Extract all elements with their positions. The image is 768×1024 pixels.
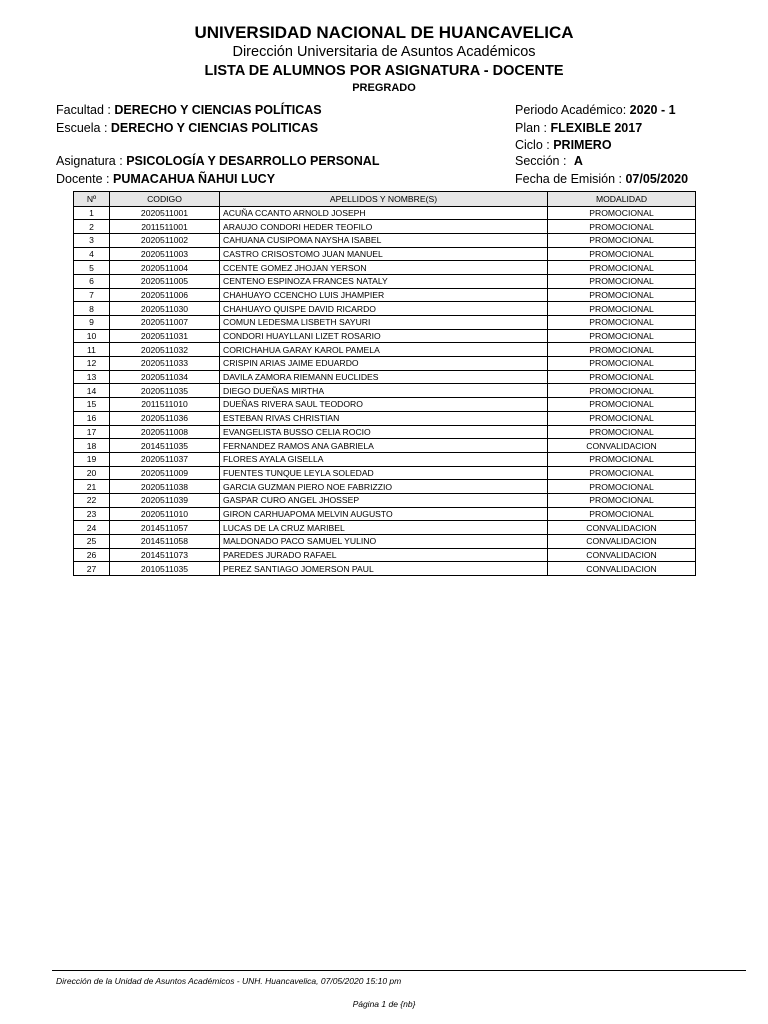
row-modality: PROMOCIONAL [548, 329, 696, 343]
row-code: 2020511002 [110, 233, 220, 247]
row-student-name: FLORES AYALA GISELLA [220, 452, 548, 466]
row-number: 20 [74, 466, 110, 480]
row-number: 24 [74, 521, 110, 535]
table-row [74, 452, 696, 466]
ciclo-value: PRIMERO [553, 138, 612, 152]
row-modality: PROMOCIONAL [548, 302, 696, 316]
row-number: 15 [74, 398, 110, 412]
row-modality: PROMOCIONAL [548, 233, 696, 247]
row-student-name: DAVILA ZAMORA RIEMANN EUCLIDES [220, 370, 548, 384]
row-modality: PROMOCIONAL [548, 370, 696, 384]
row-student-name: COMUN LEDESMA LISBETH SAYURI [220, 316, 548, 330]
table-row [74, 398, 696, 412]
level-label: PREGRADO [352, 82, 416, 94]
table-row [74, 384, 696, 398]
footer-divider [52, 970, 746, 971]
header-code: CODIGO [110, 192, 220, 207]
row-modality: CONVALIDACION [548, 439, 696, 453]
table-row [74, 247, 696, 261]
row-code: 2020511001 [110, 206, 220, 220]
row-modality: PROMOCIONAL [548, 274, 696, 288]
university-name: UNIVERSIDAD NACIONAL DE HUANCAVELICA [194, 23, 574, 42]
table-row [74, 357, 696, 371]
table-row [74, 302, 696, 316]
row-modality: PROMOCIONAL [548, 425, 696, 439]
periodo-line [515, 102, 676, 119]
row-student-name: FUENTES TUNQUE LEYLA SOLEDAD [220, 466, 548, 480]
row-modality: CONVALIDACION [548, 562, 696, 576]
row-code: 2014511035 [110, 439, 220, 453]
row-modality: PROMOCIONAL [548, 220, 696, 234]
table-row [74, 329, 696, 343]
seccion-label: Sección : [515, 154, 567, 168]
row-code: 2020511003 [110, 247, 220, 261]
student-table [73, 191, 696, 576]
row-code: 2020511005 [110, 274, 220, 288]
row-modality: PROMOCIONAL [548, 343, 696, 357]
fecha-value: 07/05/2020 [625, 172, 689, 186]
row-modality: PROMOCIONAL [548, 384, 696, 398]
table-body [74, 206, 696, 576]
row-modality: PROMOCIONAL [548, 247, 696, 261]
row-student-name: GARCIA GUZMAN PIERO NOE FABRIZZIO [220, 480, 548, 494]
docente-line [56, 171, 275, 188]
table-row [74, 343, 696, 357]
periodo-label: Periodo Académico: [515, 103, 627, 117]
row-modality: CONVALIDACION [548, 535, 696, 549]
table-row [74, 439, 696, 453]
row-code: 2020511035 [110, 384, 220, 398]
row-modality: PROMOCIONAL [548, 480, 696, 494]
row-number: 19 [74, 452, 110, 466]
table-row [74, 535, 696, 549]
table-row [74, 493, 696, 507]
ciclo-line [515, 137, 612, 154]
row-student-name: ESTEBAN RIVAS CHRISTIAN [220, 411, 548, 425]
row-modality: PROMOCIONAL [548, 507, 696, 521]
row-student-name: CCENTE GOMEZ JHOJAN YERSON [220, 261, 548, 275]
row-number: 26 [74, 548, 110, 562]
plan-line [515, 120, 642, 137]
row-number: 25 [74, 535, 110, 549]
row-number: 23 [74, 507, 110, 521]
fecha-line [515, 171, 688, 188]
row-code: 2020511007 [110, 316, 220, 330]
row-code: 2010511035 [110, 562, 220, 576]
table-row [74, 261, 696, 275]
row-code: 2014511073 [110, 548, 220, 562]
row-number: 14 [74, 384, 110, 398]
row-number: 9 [74, 316, 110, 330]
row-code: 2020511038 [110, 480, 220, 494]
row-code: 2020511030 [110, 302, 220, 316]
row-code: 2020511006 [110, 288, 220, 302]
row-student-name: GASPAR CURO ANGEL JHOSSEP [220, 493, 548, 507]
row-student-name: CONDORI HUAYLLANI LIZET ROSARIO [220, 329, 548, 343]
row-modality: PROMOCIONAL [548, 357, 696, 371]
row-code: 2020511009 [110, 466, 220, 480]
seccion-value: A [573, 154, 583, 168]
row-student-name: LUCAS DE LA CRUZ MARIBEL [220, 521, 548, 535]
header-number: Nº [74, 192, 110, 207]
row-number: 17 [74, 425, 110, 439]
row-code: 2020511034 [110, 370, 220, 384]
docente-label: Docente : [56, 172, 110, 186]
facultad-value: DERECHO Y CIENCIAS POLÍTICAS [114, 103, 322, 117]
row-student-name: CENTENO ESPINOZA FRANCES NATALY [220, 274, 548, 288]
row-number: 27 [74, 562, 110, 576]
row-number: 10 [74, 329, 110, 343]
seccion-line [515, 153, 583, 170]
row-code: 2020511031 [110, 329, 220, 343]
row-code: 2020511033 [110, 357, 220, 371]
row-number: 11 [74, 343, 110, 357]
direction-name: Dirección Universitaria de Asuntos Académicos [232, 44, 536, 60]
row-student-name: PEREZ SANTIAGO JOMERSON PAUL [220, 562, 548, 576]
table-row [74, 206, 696, 220]
row-code: 2011511010 [110, 398, 220, 412]
table-row [74, 220, 696, 234]
row-modality: PROMOCIONAL [548, 452, 696, 466]
asignatura-line [56, 153, 379, 170]
row-student-name: GIRON CARHUAPOMA MELVIN AUGUSTO [220, 507, 548, 521]
row-code: 2020511032 [110, 343, 220, 357]
row-student-name: CRISPIN ARIAS JAIME EDUARDO [220, 357, 548, 371]
header-modality: MODALIDAD [548, 192, 696, 207]
document-header [0, 22, 768, 95]
escuela-line [56, 120, 318, 137]
table-row [74, 548, 696, 562]
row-code: 2011511001 [110, 220, 220, 234]
row-student-name: CAHUANA CUSIPOMA NAYSHA ISABEL [220, 233, 548, 247]
row-student-name: ARAUJO CONDORI HEDER TEOFILO [220, 220, 548, 234]
facultad-label: Facultad : [56, 103, 111, 117]
row-modality: PROMOCIONAL [548, 261, 696, 275]
row-code: 2014511058 [110, 535, 220, 549]
row-modality: PROMOCIONAL [548, 411, 696, 425]
header-name: APELLIDOS Y NOMBRE(S) [220, 192, 548, 207]
asignatura-label: Asignatura : [56, 154, 123, 168]
row-number: 22 [74, 493, 110, 507]
row-code: 2020511039 [110, 493, 220, 507]
row-number: 12 [74, 357, 110, 371]
row-modality: CONVALIDACION [548, 521, 696, 535]
escuela-label: Escuela : [56, 121, 108, 135]
row-modality: PROMOCIONAL [548, 288, 696, 302]
row-code: 2014511057 [110, 521, 220, 535]
row-code: 2020511008 [110, 425, 220, 439]
table-row [74, 507, 696, 521]
row-student-name: EVANGELISTA BUSSO CELIA ROCIO [220, 425, 548, 439]
table-row [74, 425, 696, 439]
table-row [74, 274, 696, 288]
row-modality: PROMOCIONAL [548, 398, 696, 412]
row-student-name: CHAHUAYO QUISPE DAVID RICARDO [220, 302, 548, 316]
ciclo-label: Ciclo : [515, 138, 550, 152]
escuela-value: DERECHO Y CIENCIAS POLITICAS [110, 121, 319, 135]
table-row [74, 316, 696, 330]
row-student-name: MALDONADO PACO SAMUEL YULINO [220, 535, 548, 549]
row-number: 6 [74, 274, 110, 288]
table-row [74, 411, 696, 425]
row-modality: CONVALIDACION [548, 548, 696, 562]
facultad-line [56, 102, 322, 119]
periodo-value: 2020 - 1 [629, 103, 676, 117]
row-number: 13 [74, 370, 110, 384]
plan-value: FLEXIBLE 2017 [550, 121, 643, 135]
list-title: LISTA DE ALUMNOS POR ASIGNATURA - DOCENTE [204, 63, 564, 79]
row-code: 2020511004 [110, 261, 220, 275]
table-row [74, 466, 696, 480]
asignatura-value: PSICOLOGÍA Y DESARROLLO PERSONAL [126, 154, 380, 168]
row-student-name: CORICHAHUA GARAY KAROL PAMELA [220, 343, 548, 357]
row-modality: PROMOCIONAL [548, 316, 696, 330]
table-row [74, 562, 696, 576]
table-row [74, 370, 696, 384]
footer-text: Dirección de la Unidad de Asuntos Académicos - UNH. Huancavelica, 07/05/2020 15:10 pm [56, 976, 402, 986]
page-number: Página 1 de {nb} [352, 999, 416, 1009]
table-row [74, 521, 696, 535]
row-student-name: FERNANDEZ RAMOS ANA GABRIELA [220, 439, 548, 453]
plan-label: Plan : [515, 121, 547, 135]
fecha-label: Fecha de Emisión : [515, 172, 622, 186]
row-modality: PROMOCIONAL [548, 206, 696, 220]
table-row [74, 480, 696, 494]
row-student-name: PAREDES JURADO RAFAEL [220, 548, 548, 562]
row-number: 21 [74, 480, 110, 494]
row-number: 16 [74, 411, 110, 425]
row-number: 7 [74, 288, 110, 302]
row-number: 4 [74, 247, 110, 261]
row-number: 8 [74, 302, 110, 316]
row-number: 5 [74, 261, 110, 275]
row-code: 2020511036 [110, 411, 220, 425]
row-number: 2 [74, 220, 110, 234]
row-number: 18 [74, 439, 110, 453]
table-header-row [74, 192, 696, 207]
row-code: 2020511010 [110, 507, 220, 521]
row-student-name: CASTRO CRISOSTOMO JUAN MANUEL [220, 247, 548, 261]
row-number: 3 [74, 233, 110, 247]
table-row [74, 233, 696, 247]
row-student-name: DUEÑAS RIVERA SAUL TEODORO [220, 398, 548, 412]
row-number: 1 [74, 206, 110, 220]
table-row [74, 288, 696, 302]
row-student-name: ACUÑA CCANTO ARNOLD JOSEPH [220, 206, 548, 220]
row-code: 2020511037 [110, 452, 220, 466]
row-student-name: DIEGO DUEÑAS MIRTHA [220, 384, 548, 398]
row-student-name: CHAHUAYO CCENCHO LUIS JHAMPIER [220, 288, 548, 302]
row-modality: PROMOCIONAL [548, 493, 696, 507]
row-modality: PROMOCIONAL [548, 466, 696, 480]
docente-value: PUMACAHUA ÑAHUI LUCY [113, 172, 276, 186]
